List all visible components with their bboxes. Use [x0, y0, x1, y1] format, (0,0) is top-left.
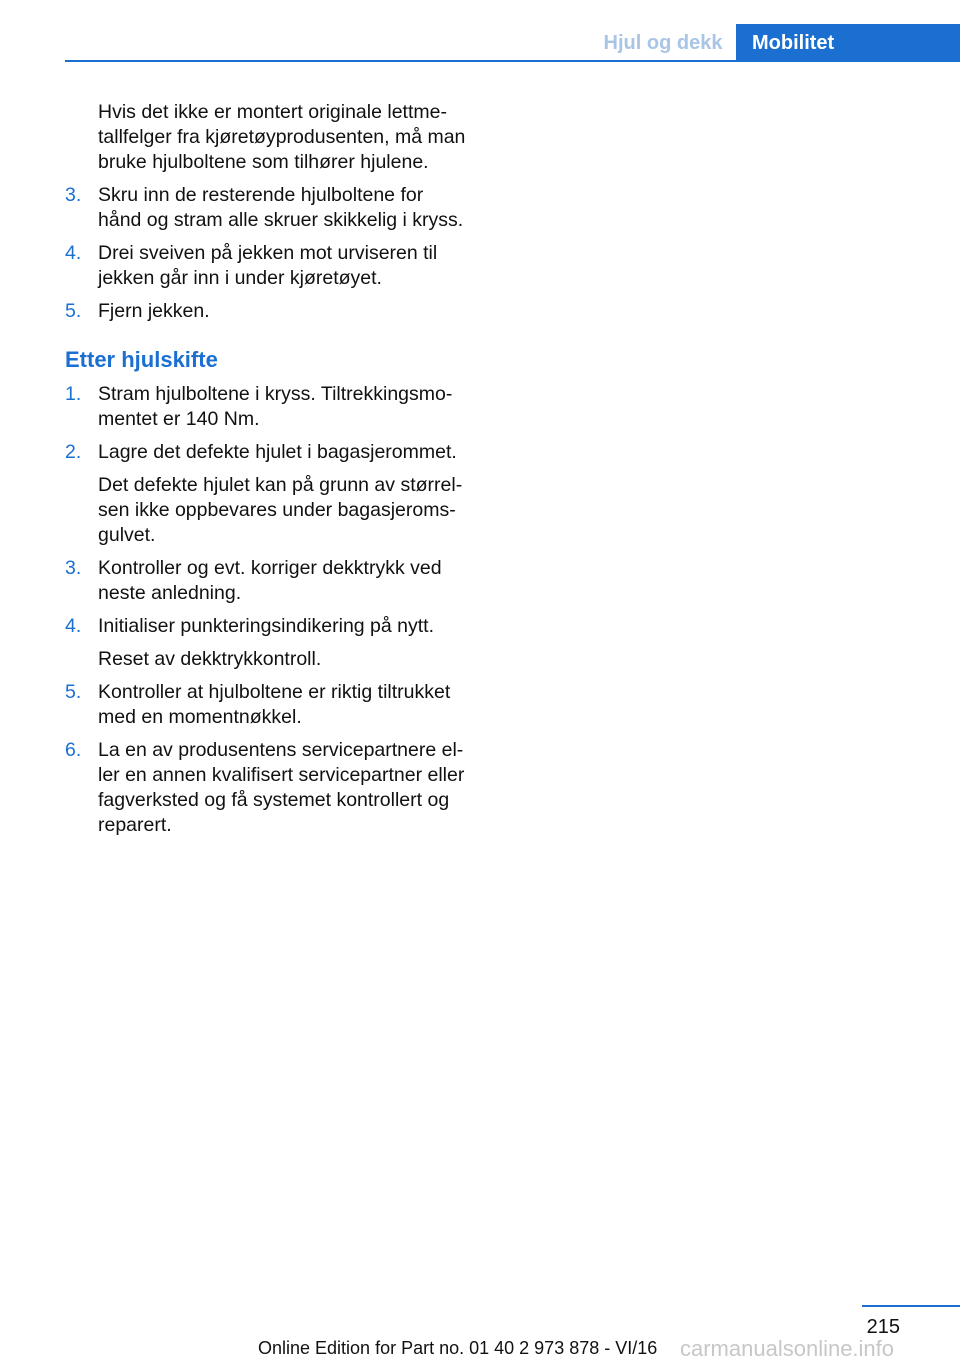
list-item: [65, 299, 485, 324]
step-number: 6.: [65, 739, 82, 761]
header-rule: [65, 60, 960, 62]
header-tabs: [590, 24, 960, 62]
step-text: Skru inn de resterende hjulboltene for hånd og stram alle skruer skikkelig i kryss.: [98, 184, 464, 231]
intro-paragraph: Hvis det ikke er montert originale lettme- tallfelger fra kjøretøyprodusenten, må man bruke hjulboltene som tilhører hjulene.: [98, 101, 466, 173]
list-item: [65, 614, 485, 639]
step-number: 4.: [65, 615, 82, 637]
step-text: Kontroller at hjulboltene er riktig tiltrukket med en momentnøkkel.: [98, 681, 451, 728]
page-number: 215: [866, 1316, 900, 1338]
step-note: Reset av dekktrykkontroll.: [98, 648, 322, 670]
step-text: Lagre det defekte hjulet i bagasjerommet.: [98, 441, 457, 463]
steps-list-after-wheel-change: [65, 382, 485, 838]
step-text: Initialiser punkteringsindikering på nytt.: [98, 615, 435, 637]
list-item: [65, 556, 485, 606]
section-heading: Etter hjulskifte: [65, 347, 218, 372]
step-number: 1.: [65, 383, 82, 405]
steps-list-continued: [65, 183, 485, 324]
chapter-tab: Mobilitet: [736, 24, 960, 62]
step-text: Drei sveiven på jekken mot urviseren til jekken går inn i under kjøretøyet.: [98, 242, 438, 289]
step-note: Det defekte hjulet kan på grunn av størrel- sen ikke oppbevares under bagasjeroms- gulvet.: [98, 474, 463, 546]
list-item: [65, 738, 485, 838]
footer-rule: [862, 1305, 960, 1307]
step-text: Stram hjulboltene i kryss. Tiltrekkingsmo- mentet er 140 Nm.: [98, 383, 453, 430]
list-item: [65, 382, 485, 432]
step-number: 2.: [65, 441, 82, 463]
step-number: 5.: [65, 681, 82, 703]
section-tab: Hjul og dekk: [590, 24, 736, 62]
step-text: La en av produsentens servicepartnere el- ler en annen kvalifisert servicepartner eller fagverksted og få systemet kontrollert og reparert.: [98, 739, 465, 836]
step-number: 4.: [65, 242, 82, 264]
step-text: Fjern jekken.: [98, 300, 210, 322]
step-number: 5.: [65, 300, 82, 322]
page-content: [65, 100, 485, 838]
list-item: [65, 183, 485, 233]
step-number: 3.: [65, 184, 82, 206]
list-item: [65, 680, 485, 730]
list-item: [65, 241, 485, 291]
watermark: carmanualsonline.info: [680, 1336, 895, 1361]
edition-info: Online Edition for Part no. 01 40 2 973 878 - VI/16: [258, 1338, 658, 1358]
step-number: 3.: [65, 557, 82, 579]
step-text: Kontroller og evt. korriger dekktrykk ved neste anledning.: [98, 557, 442, 604]
list-item: [65, 440, 485, 465]
